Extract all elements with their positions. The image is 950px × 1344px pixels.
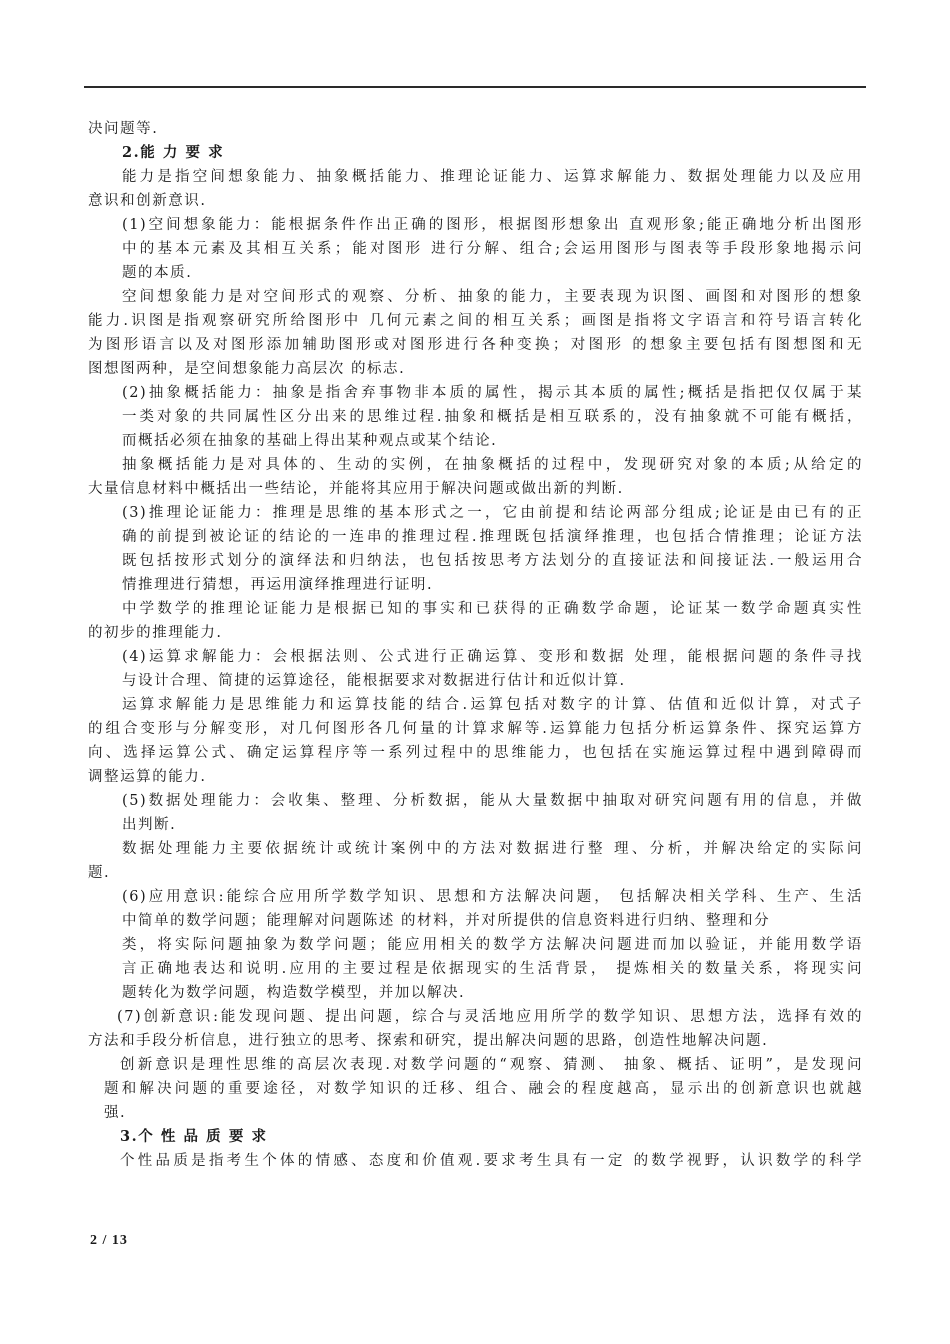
text-line: 情推理进行猜想，再运用演绎推理进行证明.: [122, 577, 434, 593]
text-line: 能力是指空间想象能力、抽象概括能力、推理论证能力、运算求解能力、数据处理能力以及应用: [122, 169, 863, 185]
text-line: 中简单的数学问题；能理解对问题陈述 的材料，并对所提供的信息资料进行归纳、整理和分: [122, 913, 771, 929]
text-line: (1)空间想象能力：能根据条件作出正确的图形，根据图形想象出 直观形象;能正确地分析出图形: [122, 217, 863, 233]
text-line: 出判断.: [122, 817, 177, 833]
text-line: 题和解决问题的重要途径，对数学知识的迁移、组合、融会的程度越高，显示出的创新意识也就越: [104, 1081, 863, 1097]
text-line: 抽象概括能力是对具体的、生动的实例，在抽象概括的过程中，发现研究对象的本质;从给定的: [122, 457, 863, 473]
text-line: 既包括按形式划分的演绎法和归纳法，也包括按思考方法划分的直接证法和间接证法.一般运用合: [122, 553, 863, 569]
text-line: 言正确地表达和说明.应用的主要过程是依据现实的生活背景， 提炼相关的数量关系，将现实问: [122, 961, 863, 977]
text-line: 确的前提到被论证的结论的一连串的推理过程.推理既包括演绎推理，也包括合情推理；论证方法: [122, 529, 863, 545]
text-line: 空间想象能力是对空间形式的观察、分析、抽象的能力，主要表现为识图、画图和对图形的想象: [122, 289, 863, 305]
text-line: 向、选择运算公式、确定运算程序等一系列过程中的思维能力，也包括在实施运算过程中遇到障碍而: [88, 745, 863, 761]
text-line: (6)应用意识:能综合应用所学数学知识、思想和方法解决问题， 包括解决相关学科、生产、生活: [122, 889, 863, 905]
text-line: 2.能 力 要 求: [122, 144, 225, 161]
text-line: 个性品质是指考生个体的情感、态度和价值观.要求考生具有一定 的数学视野，认识数学的科学: [120, 1153, 863, 1169]
text-line: 的组合变形与分解变形，对几何图形各几何量的计算求解等.运算能力包括分析运算条件、探究运算方: [88, 721, 863, 737]
text-line: 能力.识图是指观察研究所给图形中 几何元素之间的相互关系；画图是指将文字语言和符号语言转化: [88, 313, 863, 329]
text-line: 中学数学的推理论证能力是根据已知的事实和已获得的正确数学命题，论证某一数学命题真实性: [122, 601, 863, 617]
text-line: 题转化为数学问题，构造数学模型，并加以解决.: [122, 985, 466, 1001]
text-line: (3)推理论证能力：推理是思维的基本形式之一，它由前提和结论两部分组成;论证是由已有的正: [122, 505, 863, 521]
text-line: 3.个 性 品 质 要 求: [120, 1128, 268, 1145]
text-line: 大量信息材料中概括出一些结论，并能将其应用于解决问题或做出新的判断.: [88, 481, 624, 497]
text-line: 与设计合理、简捷的运算途径，能根据要求对数据进行估计和近似计算.: [122, 673, 626, 689]
text-line: 方法和手段分析信息，进行独立的思考、探索和研究，提出解决问题的思路，创造性地解决问题.: [88, 1033, 769, 1049]
text-line: (4)运算求解能力：会根据法则、公式进行正确运算、变形和数据 处理，能根据问题的条件寻找: [122, 649, 863, 665]
text-line: (5)数据处理能力：会收集、整理、分析数据，能从大量数据中抽取对研究问题有用的信息，并做: [122, 793, 863, 809]
text-line: 的初步的推理能力.: [88, 625, 223, 641]
text-line: (7)创新意识:能发现问题、提出问题，综合与灵活地应用所学的数学知识、思想方法，选择有效的: [117, 1009, 863, 1025]
text-line: 创新意识是理性思维的高层次表现.对数学问题的“观察、猜测、 抽象、概括、证明”，是发现问: [120, 1057, 863, 1073]
text-line: 类，将实际问题抽象为数学问题；能应用相关的数学方法解决问题进而加以验证，并能用数学语: [122, 937, 863, 953]
text-line: 中的基本元素及其相互关系；能对图形 进行分解、组合;会运用图形与图表等手段形象地揭示问: [122, 241, 863, 257]
text-line: 数据处理能力主要依据统计或统计案例中的方法对数据进行整 理、分析，并解决给定的实际问: [122, 841, 863, 857]
text-line: 运算求解能力是思维能力和运算技能的结合.运算包括对数字的计算、估值和近似计算，对式子: [122, 697, 863, 713]
header-rule: [84, 86, 866, 88]
text-line: 决问题等.: [88, 121, 159, 137]
text-line: 而概括必须在抽象的基础上得出某种观点或某个结论.: [122, 433, 498, 449]
text-line: 意识和创新意识.: [88, 193, 207, 209]
text-line: (2)抽象概括能力：抽象是指舍弃事物非本质的属性，揭示其本质的属性;概括是指把仅仅属于某: [122, 385, 863, 401]
text-line: 一类对象的共同属性区分出来的思维过程.抽象和概括是相互联系的，没有抽象就不可能有概括，: [122, 409, 863, 425]
text-line: 强.: [104, 1105, 127, 1121]
text-line: 题.: [88, 865, 111, 881]
page-number: 2 / 13: [90, 1233, 128, 1248]
text-line: 题的本质.: [122, 265, 193, 281]
text-line: 调整运算的能力.: [88, 769, 207, 785]
document-body: [88, 117, 863, 1173]
text-line: 为图形语言以及对图形添加辅助图形或对图形进行各种变换；对图形 的想象主要包括有图想图和无: [88, 337, 863, 353]
text-line: 图想图两种，是空间想象能力高层次 的标志.: [88, 361, 406, 377]
